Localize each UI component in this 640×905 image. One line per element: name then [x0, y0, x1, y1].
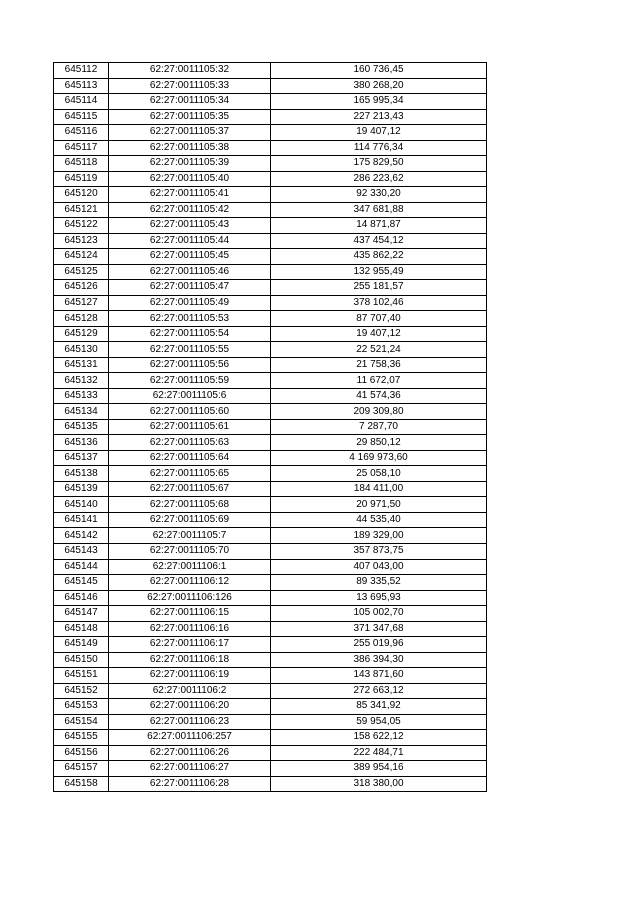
document-page: [53, 62, 487, 792]
cadastral-number-cell: 62:27:0011105:41: [109, 187, 271, 203]
row-id-cell: 645151: [54, 668, 109, 684]
cadastral-number-cell: 62:27:0011105:49: [109, 295, 271, 311]
table-row: [54, 606, 487, 622]
cadastral-number-cell: 62:27:0011105:7: [109, 528, 271, 544]
row-id-cell: 645139: [54, 481, 109, 497]
row-id-cell: 645158: [54, 776, 109, 792]
cadastral-number-cell: 62:27:0011106:27: [109, 761, 271, 777]
table-row: [54, 202, 487, 218]
cadastral-value-cell: 380 268,20: [271, 78, 487, 94]
table-row: [54, 512, 487, 528]
row-id-cell: 645131: [54, 357, 109, 373]
table-row: [54, 637, 487, 653]
cadastral-value-cell: 44 535,40: [271, 512, 487, 528]
cadastral-value-cell: 371 347,68: [271, 621, 487, 637]
cadastral-number-cell: 62:27:0011106:15: [109, 606, 271, 622]
cadastral-number-cell: 62:27:0011105:69: [109, 512, 271, 528]
row-id-cell: 645127: [54, 295, 109, 311]
row-id-cell: 645142: [54, 528, 109, 544]
cadastral-value-cell: 29 850,12: [271, 435, 487, 451]
table-row: [54, 311, 487, 327]
table-row: [54, 156, 487, 172]
cadastral-number-cell: 62:27:0011105:43: [109, 218, 271, 234]
row-id-cell: 645117: [54, 140, 109, 156]
row-id-cell: 645115: [54, 109, 109, 125]
row-id-cell: 645113: [54, 78, 109, 94]
cadastral-number-cell: 62:27:0011105:68: [109, 497, 271, 513]
cadastral-number-cell: 62:27:0011105:44: [109, 233, 271, 249]
table-row: [54, 466, 487, 482]
cadastral-value-cell: 227 213,43: [271, 109, 487, 125]
cadastral-number-cell: 62:27:0011105:56: [109, 357, 271, 373]
cadastral-number-cell: 62:27:0011105:55: [109, 342, 271, 358]
row-id-cell: 645137: [54, 450, 109, 466]
table-row: [54, 125, 487, 141]
row-id-cell: 645128: [54, 311, 109, 327]
row-id-cell: 645130: [54, 342, 109, 358]
row-id-cell: 645144: [54, 559, 109, 575]
row-id-cell: 645129: [54, 326, 109, 342]
cadastral-value-cell: 222 484,71: [271, 745, 487, 761]
table-row: [54, 140, 487, 156]
row-id-cell: 645114: [54, 94, 109, 110]
table-row: [54, 668, 487, 684]
row-id-cell: 645134: [54, 404, 109, 420]
row-id-cell: 645116: [54, 125, 109, 141]
table-row: [54, 590, 487, 606]
table-row: [54, 528, 487, 544]
cadastral-value-cell: 347 681,88: [271, 202, 487, 218]
cadastral-number-cell: 62:27:0011105:46: [109, 264, 271, 280]
cadastral-value-cell: 272 663,12: [271, 683, 487, 699]
cadastral-value-cell: 105 002,70: [271, 606, 487, 622]
cadastral-value-cell: 437 454,12: [271, 233, 487, 249]
row-id-cell: 645121: [54, 202, 109, 218]
cadastral-number-cell: 62:27:0011105:60: [109, 404, 271, 420]
cadastral-number-cell: 62:27:0011105:37: [109, 125, 271, 141]
row-id-cell: 645133: [54, 388, 109, 404]
row-id-cell: 645120: [54, 187, 109, 203]
cadastral-number-cell: 62:27:0011105:53: [109, 311, 271, 327]
table-row: [54, 342, 487, 358]
table-row: [54, 730, 487, 746]
row-id-cell: 645126: [54, 280, 109, 296]
cadastral-value-cell: 318 380,00: [271, 776, 487, 792]
cadastral-number-cell: 62:27:0011106:18: [109, 652, 271, 668]
cadastral-value-cell: 85 341,92: [271, 699, 487, 715]
table-row: [54, 187, 487, 203]
table-row: [54, 404, 487, 420]
cadastral-number-cell: 62:27:0011106:257: [109, 730, 271, 746]
cadastral-value-cell: 255 181,57: [271, 280, 487, 296]
cadastral-number-cell: 62:27:0011106:126: [109, 590, 271, 606]
table-row: [54, 94, 487, 110]
table-row: [54, 171, 487, 187]
row-id-cell: 645150: [54, 652, 109, 668]
cadastral-value-cell: 189 329,00: [271, 528, 487, 544]
row-id-cell: 645138: [54, 466, 109, 482]
cadastral-number-cell: 62:27:0011105:63: [109, 435, 271, 451]
cadastral-value-cell: 357 873,75: [271, 543, 487, 559]
cadastral-number-cell: 62:27:0011105:39: [109, 156, 271, 172]
row-id-cell: 645118: [54, 156, 109, 172]
cadastral-value-cell: 41 574,36: [271, 388, 487, 404]
table-row: [54, 326, 487, 342]
cadastral-value-cell: 87 707,40: [271, 311, 487, 327]
cadastral-number-cell: 62:27:0011105:34: [109, 94, 271, 110]
row-id-cell: 645147: [54, 606, 109, 622]
table-row: [54, 264, 487, 280]
cadastral-number-cell: 62:27:0011106:16: [109, 621, 271, 637]
cadastral-number-cell: 62:27:0011105:65: [109, 466, 271, 482]
table-row: [54, 621, 487, 637]
cadastral-number-cell: 62:27:0011106:26: [109, 745, 271, 761]
table-row: [54, 714, 487, 730]
cadastral-value-cell: 165 995,34: [271, 94, 487, 110]
table-row: [54, 450, 487, 466]
table-row: [54, 435, 487, 451]
cadastral-number-cell: 62:27:0011105:64: [109, 450, 271, 466]
cadastral-number-cell: 62:27:0011105:42: [109, 202, 271, 218]
cadastral-value-cell: 160 736,45: [271, 63, 487, 79]
table-row: [54, 481, 487, 497]
table-row: [54, 575, 487, 591]
row-id-cell: 645149: [54, 637, 109, 653]
cadastral-number-cell: 62:27:0011105:45: [109, 249, 271, 265]
table-row: [54, 652, 487, 668]
cadastral-value-cell: 25 058,10: [271, 466, 487, 482]
cadastral-number-cell: 62:27:0011106:20: [109, 699, 271, 715]
cadastral-value-cell: 286 223,62: [271, 171, 487, 187]
cadastral-value-cell: 389 954,16: [271, 761, 487, 777]
row-id-cell: 645125: [54, 264, 109, 280]
table-row: [54, 761, 487, 777]
cadastral-value-cell: 13 695,93: [271, 590, 487, 606]
table-row: [54, 683, 487, 699]
cadastral-value-cell: 7 287,70: [271, 419, 487, 435]
cadastral-number-cell: 62:27:0011105:59: [109, 373, 271, 389]
cadastral-value-cell: 435 862,22: [271, 249, 487, 265]
row-id-cell: 645152: [54, 683, 109, 699]
cadastral-value-cell: 59 954,05: [271, 714, 487, 730]
table-row: [54, 745, 487, 761]
row-id-cell: 645155: [54, 730, 109, 746]
row-id-cell: 645132: [54, 373, 109, 389]
cadastral-number-cell: 62:27:0011105:35: [109, 109, 271, 125]
row-id-cell: 645123: [54, 233, 109, 249]
cadastral-value-cell: 143 871,60: [271, 668, 487, 684]
row-id-cell: 645124: [54, 249, 109, 265]
row-id-cell: 645135: [54, 419, 109, 435]
row-id-cell: 645112: [54, 63, 109, 79]
table-row: [54, 357, 487, 373]
cadastral-value-cell: 386 394,30: [271, 652, 487, 668]
table-row: [54, 559, 487, 575]
row-id-cell: 645143: [54, 543, 109, 559]
cadastral-number-cell: 62:27:0011105:54: [109, 326, 271, 342]
cadastral-value-cell: 175 829,50: [271, 156, 487, 172]
cadastral-value-cell: 184 411,00: [271, 481, 487, 497]
table-row: [54, 295, 487, 311]
row-id-cell: 645140: [54, 497, 109, 513]
cadastral-number-cell: 62:27:0011105:67: [109, 481, 271, 497]
cadastral-number-cell: 62:27:0011106:1: [109, 559, 271, 575]
cadastral-number-cell: 62:27:0011105:40: [109, 171, 271, 187]
cadastral-number-cell: 62:27:0011106:28: [109, 776, 271, 792]
table-row: [54, 388, 487, 404]
row-id-cell: 645157: [54, 761, 109, 777]
cadastral-value-cell: 92 330,20: [271, 187, 487, 203]
table-body: [54, 63, 487, 792]
cadastral-number-cell: 62:27:0011106:17: [109, 637, 271, 653]
cadastral-value-cell: 209 309,80: [271, 404, 487, 420]
row-id-cell: 645156: [54, 745, 109, 761]
cadastral-value-cell: 132 955,49: [271, 264, 487, 280]
cadastral-value-table: [53, 62, 487, 792]
cadastral-value-cell: 158 622,12: [271, 730, 487, 746]
table-row: [54, 233, 487, 249]
table-row: [54, 373, 487, 389]
cadastral-value-cell: 19 407,12: [271, 326, 487, 342]
table-row: [54, 63, 487, 79]
row-id-cell: 645154: [54, 714, 109, 730]
cadastral-value-cell: 4 169 973,60: [271, 450, 487, 466]
cadastral-number-cell: 62:27:0011105:47: [109, 280, 271, 296]
table-row: [54, 776, 487, 792]
row-id-cell: 645119: [54, 171, 109, 187]
table-row: [54, 249, 487, 265]
cadastral-value-cell: 21 758,36: [271, 357, 487, 373]
cadastral-number-cell: 62:27:0011105:61: [109, 419, 271, 435]
table-row: [54, 699, 487, 715]
row-id-cell: 645145: [54, 575, 109, 591]
table-row: [54, 280, 487, 296]
cadastral-value-cell: 407 043,00: [271, 559, 487, 575]
table-row: [54, 497, 487, 513]
table-row: [54, 543, 487, 559]
cadastral-number-cell: 62:27:0011106:12: [109, 575, 271, 591]
row-id-cell: 645146: [54, 590, 109, 606]
cadastral-number-cell: 62:27:0011105:6: [109, 388, 271, 404]
table-row: [54, 109, 487, 125]
cadastral-number-cell: 62:27:0011105:70: [109, 543, 271, 559]
cadastral-value-cell: 19 407,12: [271, 125, 487, 141]
cadastral-value-cell: 22 521,24: [271, 342, 487, 358]
row-id-cell: 645136: [54, 435, 109, 451]
cadastral-value-cell: 114 776,34: [271, 140, 487, 156]
table-row: [54, 419, 487, 435]
cadastral-value-cell: 378 102,46: [271, 295, 487, 311]
cadastral-value-cell: 89 335,52: [271, 575, 487, 591]
cadastral-number-cell: 62:27:0011106:23: [109, 714, 271, 730]
table-row: [54, 78, 487, 94]
cadastral-number-cell: 62:27:0011105:32: [109, 63, 271, 79]
cadastral-number-cell: 62:27:0011106:19: [109, 668, 271, 684]
row-id-cell: 645148: [54, 621, 109, 637]
row-id-cell: 645122: [54, 218, 109, 234]
table-row: [54, 218, 487, 234]
row-id-cell: 645153: [54, 699, 109, 715]
cadastral-number-cell: 62:27:0011105:38: [109, 140, 271, 156]
row-id-cell: 645141: [54, 512, 109, 528]
cadastral-value-cell: 20 971,50: [271, 497, 487, 513]
cadastral-number-cell: 62:27:0011106:2: [109, 683, 271, 699]
cadastral-number-cell: 62:27:0011105:33: [109, 78, 271, 94]
cadastral-value-cell: 14 871,87: [271, 218, 487, 234]
cadastral-value-cell: 255 019,96: [271, 637, 487, 653]
cadastral-value-cell: 11 672,07: [271, 373, 487, 389]
